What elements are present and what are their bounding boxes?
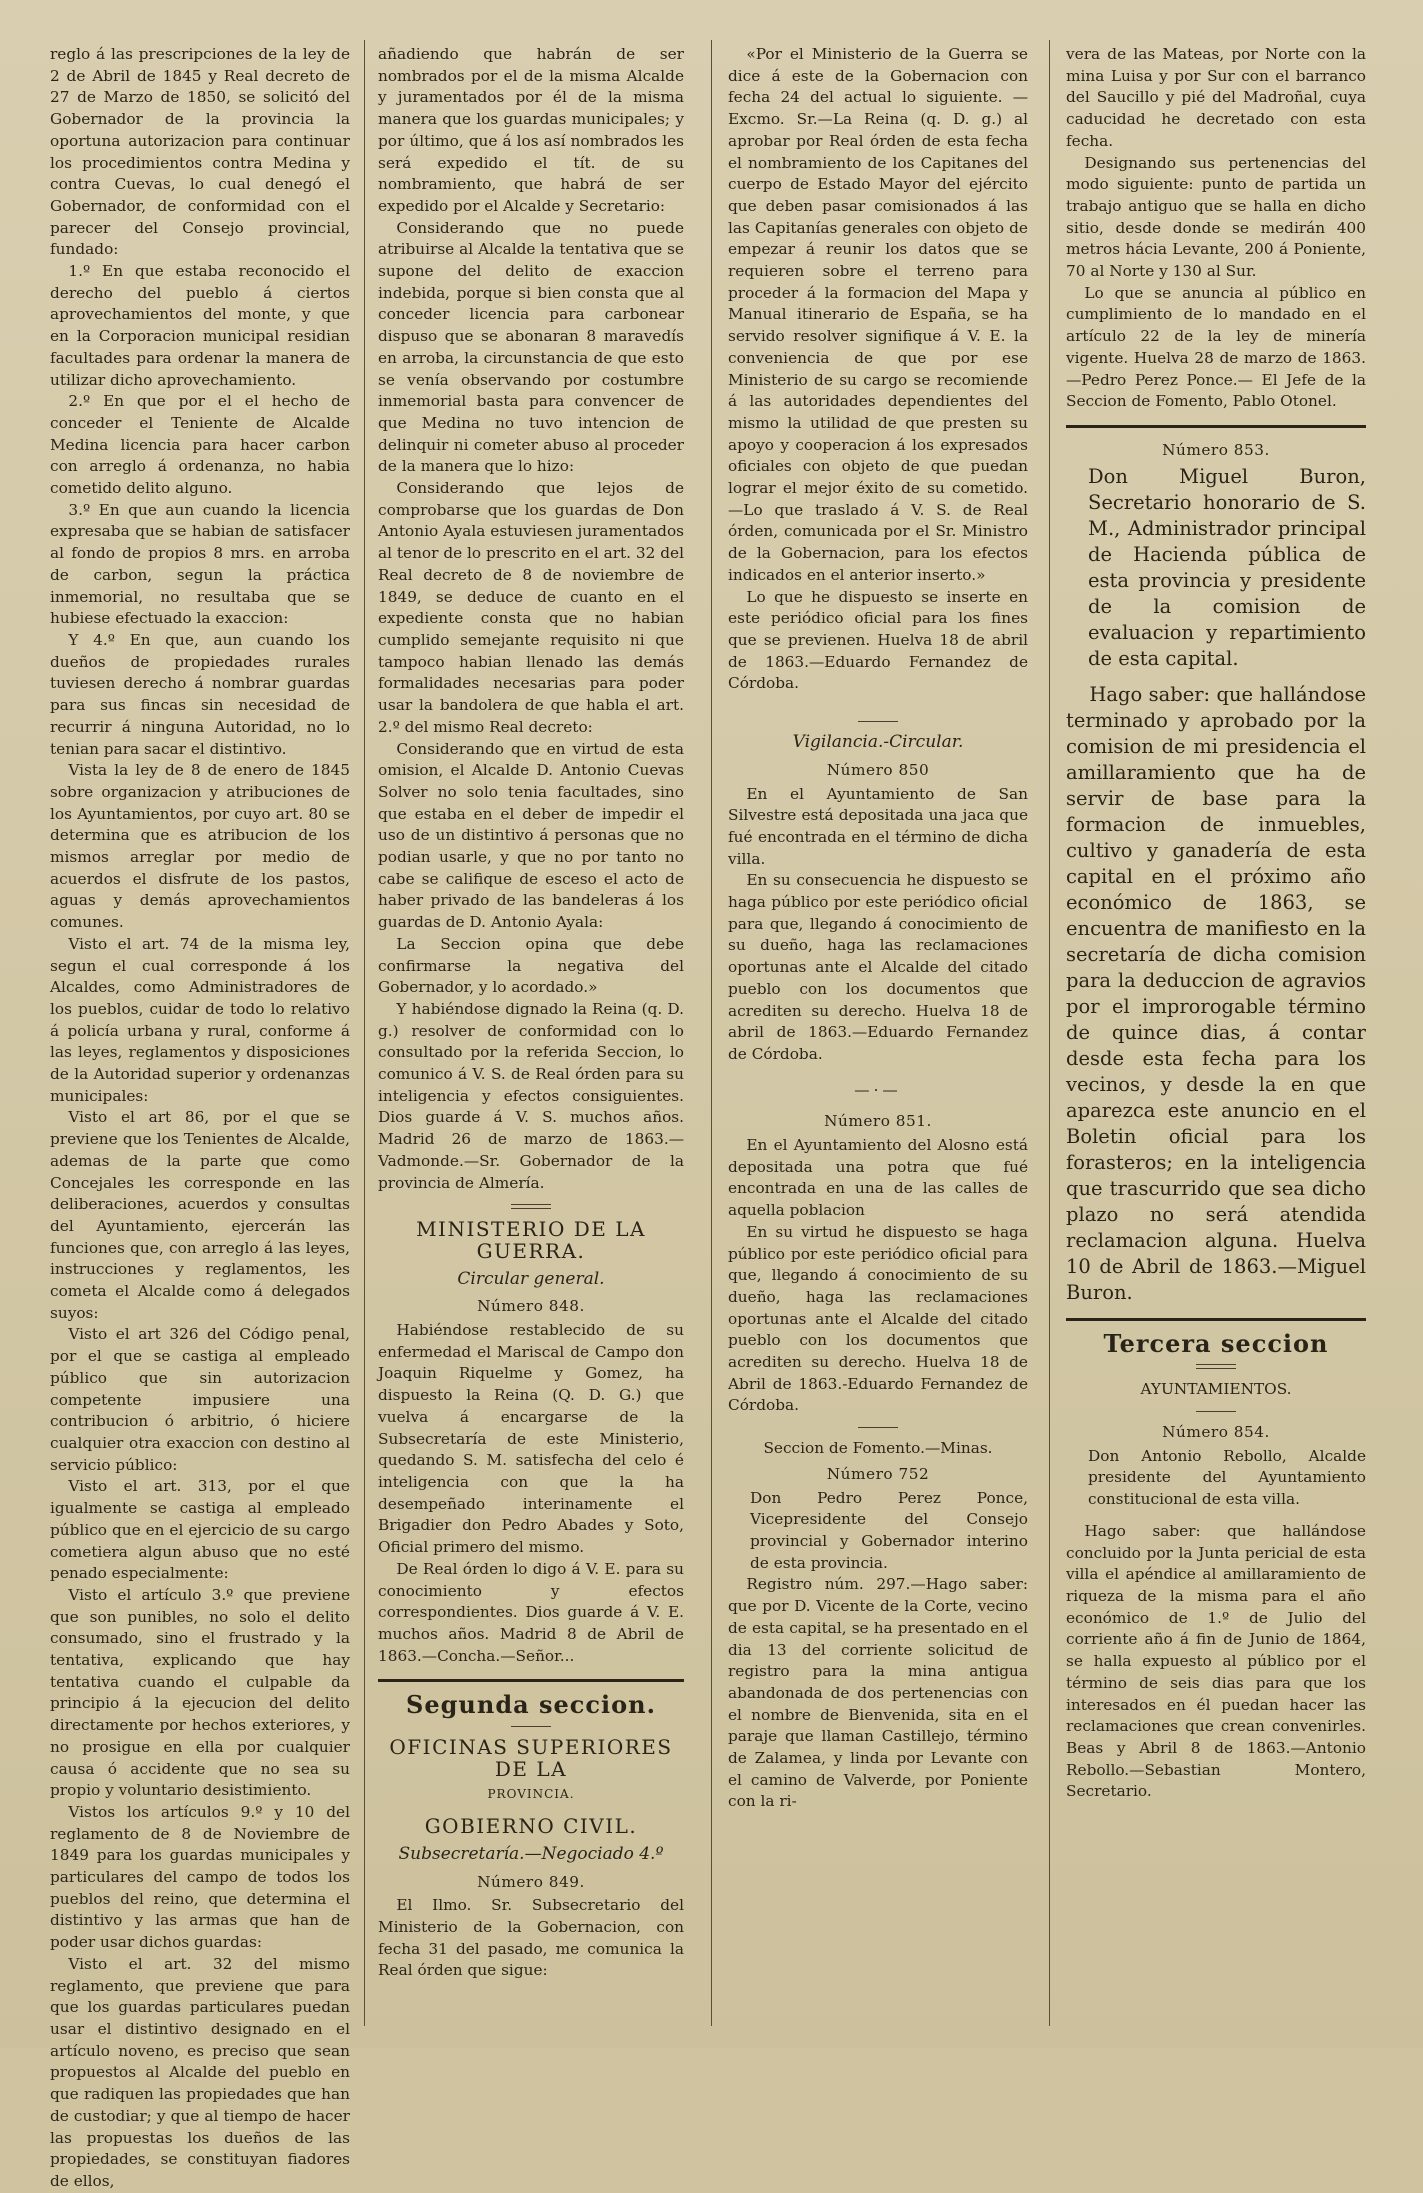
notice-number: Número 854. — [1162, 1423, 1270, 1442]
paragraph: reglo á las prescripciones de la ley de 2 de Abril de 1845 y Real decreto de 27 de Marzo de 1850, se solicitó del Gobernador de la provincia la oportuna autorizacion para continuar los procedimientos contra Medina y contra Cuevas, lo cual denegó el Gobernador, de conformidad con el parecer del Consejo provincial, fundado: — [50, 45, 350, 259]
paragraph: Considerando que lejos de comprobarse que los guardas de Don Antonio Ayala estuviesen juramentados al tenor de lo prescrito en el art. 32 del Real decreto de 8 de noviembre de 1849, se deduce de cuanto en el expediente consta que no habian cumplido semejante requisito ni que tampoco habian llenado las demás formalidades necesarias para poder usar la bandolera de que habla el art. 2.º del mismo Real decreto: — [378, 479, 684, 736]
paragraph: La Seccion opina que debe confirmarse la negativa del Gobernador, y lo acordado.» — [378, 934, 684, 997]
column-rule — [711, 40, 712, 2026]
paragraph: En su virtud he dispuesto se haga público por este periódico oficial para que, llegando á conocimiento de su dueño, haga las reclamaciones oportunas ante el Alcalde del citado pueblo con los documentos que acrediten su derecho. Huelva 18 de Abril de 1863.-Eduardo Fernandez de Córdoba. — [728, 1222, 1028, 1415]
paragraph: En el Ayuntamiento de San Silvestre está depositada una jaca que fué encontrada en el término de dicha villa. — [728, 784, 1028, 868]
paragraph: Visto el art. 74 de la misma ley, segun el cual corresponde á los Alcaldes, como Administradores de los pueblos, cuidar de todo lo relativo á policía urbana y rural, conforme á las leyes, reglamentos y disposiciones de la Autoridad superior y ordenanzas municipales: — [50, 934, 350, 1105]
subheading: Subsecretaría.—Negociado 4.º — [398, 1843, 664, 1864]
notice-number: Número 850 — [826, 760, 930, 779]
notice-number: Número 853. — [1162, 440, 1270, 459]
paragraph: Y habiéndose dignado la Reina (q. D. g.) resolver de conformidad con lo consultado por la referida Seccion, lo comunico á V. S. de Real órden para su inteligencia y efectos consiguientes. Dios guarde á V. S. muchos años. Madrid 26 de marzo de 1863.—Vadmonde.—Sr. Gobernador de la provincia de Almería. — [378, 999, 684, 1192]
paragraph: Hago saber: que hallándose concluido por la Junta pericial de esta villa el apéndice al amillaramiento de riqueza de la misma para el año económico de 1.º de Julio del corriente año á fin de Junio de 1864, se halla expuesto al público por el término de seis dias para que los interesados en él puedan hacer las reclamaciones que crean convenirles. Beas y Abril 8 de 1863.—Antonio Rebollo.—Sebastian Montero, Secretario. — [1066, 1521, 1366, 1801]
column-3 — [728, 44, 1028, 2022]
paragraph: «Por el Ministerio de la Guerra se dice á este de la Gobernacion con fecha 24 del actual lo siguiente. —Excmo. Sr.—La Reina (q. D. g.) al aprobar por Real órden de esta fecha el nombramiento de los Capitanes del cuerpo de Estado Mayor del ejército que deben pasar comisionados á las las Capitanías generales con objeto de empezar á reunir los datos que se requieren sobre el terreno para proceder á la formacion del Mapa y Manual itinerario de España, se ha servido resolver signifique á V. E. la conveniencia de que por ese Ministerio de su cargo se recomiende á las autoridades dependientes del mismo la utilidad de que presten su apoyo y cooperacion á los expresados oficiales con objeto de que puedan lograr el mejor éxito de su cometido.—Lo que traslado á V. S. de Real órden, comunicada por el Sr. Ministro de la Gobernacion, para los efectos indicados en el anterior inserto.» — [728, 45, 1028, 584]
paragraph: Designando sus pertenencias del modo siguiente: punto de partida un trabajo antiguo que se halla en dicho sitio, desde donde se medirán 400 metros hácia Levante, 200 á Poniente, 70 al Norte y 130 al Sur. — [1066, 153, 1366, 281]
paragraph: El Ilmo. Sr. Subsecretario del Ministerio de la Gobernacion, con fecha 31 del pasado, me comunica la Real órden que sigue: — [378, 1896, 684, 1980]
separator — [1066, 1318, 1366, 1321]
separator — [858, 1427, 898, 1428]
paragraph: Hago saber: que hallándose terminado y aprobado por la comision de mi presidencia el amillaramiento que ha de servir de base para la formacion de inmuebles, cultivo y ganadería de esta capital en el próximo año económico de 1863, se encuentra de manifiesto en la secretaría de dicha comision para la deduccion de agravios por el improrogable término de quince dias, á contar desde esta fecha para los vecinos, y desde la en que aparezca este anuncio en el Boletin oficial para los forasteros; en la inteligencia que trascurrido que sea dicho plazo no será atendida reclamacion alguna. Huelva 10 de Abril de 1863.—Miguel Buron. — [1066, 682, 1366, 1304]
column-4 — [1066, 44, 1366, 2022]
paragraph: 3.º En que aun cuando la licencia expresaba que se habian de satisfacer al fondo de propios 8 mrs. en arroba de carbon, segun la práctica inmemorial, no resultaba que se hubiese efectuado la exaccion: — [50, 500, 350, 628]
paragraph: añadiendo que habrán de ser nombrados por el de la misma Alcalde y juramentados por él de la misma manera que los guardas municipales; y por último, que á los así nombrados les será expedido el tít. de su nombramiento, que habrá de ser expedido por el Alcalde y Secretario: — [378, 45, 684, 215]
paragraph: Visto el art. 32 del mismo reglamento, que previene que para que los guardas particulares puedan usar el distintivo designado en el artículo noveno, es preciso que sean propuestos al Alcalde del pueblo en que radiquen las propiedades que han de custodiar; y que al tiempo de hacer las propuestas los dueños de las propiedades, se constituyan fiadores de ellos, — [50, 1954, 350, 2190]
notice-number: Número 848. — [477, 1297, 585, 1316]
paragraph: Visto el artículo 3.º que previene que son punibles, no solo el delito consumado, sino el frustrado y la tentativa, explicando que hay tentativa cuando el culpable da principio á la ejecucion del delito directamente por hechos exteriores, y no prosigue en ella por cualquier causa ó accidente que no sea su propio y voluntario desistimiento. — [50, 1585, 350, 1800]
subheading: AYUNTAMIENTOS. — [1140, 1380, 1292, 1399]
subheading: Vigilancia.-Circular. — [792, 732, 964, 753]
subheading: Circular general. — [457, 1268, 605, 1289]
section-heading: Tercera seccion — [1103, 1328, 1329, 1358]
paragraph: Y 4.º En que, aun cuando los dueños de propiedades rurales tuviesen derecho á nombrar guardas para sus fincas sin necesidad de recurrir á ninguna Autoridad, no lo tenian para sacar el distintivo. — [50, 630, 350, 758]
separator — [511, 1204, 551, 1209]
section-heading: OFICINAS SUPERIORES DE LA — [389, 1735, 673, 1781]
subheading: Seccion de Fomento.—Minas. — [763, 1439, 993, 1458]
paragraph: Vista la ley de 8 de enero de 1845 sobre organizacion y atribuciones de los Ayuntamientos, por cuyo art. 80 se determina que es atribucion de los mismos arreglar por medio de acuerdos el disfrute de los pastos, aguas y demás aprovechamientos comunes. — [50, 761, 350, 932]
column-rule — [1049, 40, 1050, 2026]
paragraph: Registro núm. 297.—Hago saber: que por D. Vicente de la Corte, vecino de esta capital, se ha presentado en el dia 13 del corriente solicitud de registro para la mina antigua abandonada de dos pertenencias con el nombre de Bienvenida, sita en el paraje que llaman Castillejo, término de Zalamea, y linda por Levante con el camino de Valverde, por Poniente con la ri- — [728, 1575, 1028, 1811]
paragraph: Don Antonio Rebollo, Alcalde presidente del Ayuntamiento constitucional de esta villa. — [1088, 1446, 1366, 1509]
paragraph: En el Ayuntamiento del Alosno está depositada una potra que fué encontrada en una de las calles de aquella poblacion — [728, 1136, 1028, 1220]
separator: —·— — [854, 1080, 902, 1099]
notice-number: Número 851. — [824, 1112, 932, 1131]
paragraph: Considerando que en virtud de esta omision, el Alcalde D. Antonio Cuevas Solver no solo tenia facultades, sino que estaba en el deber de impedir el uso de un distintivo á personas que no podian usarle, y que no por tanto no cabe se califique de esceso el acto de haber privado de las bandeleras á los guardas de D. Antonio Ayala: — [378, 739, 684, 932]
paragraph: Considerando que no puede atribuirse al Alcalde la tentativa que se supone del delito de exaccion indebida, porque si bien consta que al conceder licencia para carbonear dispuso que se abonaran 8 maravedís en arroba, la circunstancia de que esto se venía observando por costumbre inmemorial basta para convencer de que Medina no tuvo intencion de delinquir ni cometer abuso al proceder de la manera que lo hizo: — [378, 218, 684, 476]
paragraph: Visto el art. 313, por el que igualmente se castiga al empleado público que en el ejercicio de su cargo cometiera algun abuso que no esté penado especialmente: — [50, 1477, 350, 1583]
notice-number: Número 849. — [477, 1872, 585, 1891]
separator — [1196, 1411, 1236, 1412]
paragraph: Vistos los artículos 9.º y 10 del reglamento de 8 de Noviembre de 1849 para los guardas municipales y particulares del campo de todos los pueblos del reino, que determina el distintivo y las armas que han de poder usar dichos guardas: — [50, 1802, 350, 1952]
section-heading: Segunda seccion. — [406, 1690, 656, 1720]
notice-number: Número 752 — [826, 1464, 930, 1483]
paragraph: En su consecuencia he dispuesto se haga público por este periódico oficial para que, llegando á conocimiento de su dueño, haga las reclamaciones oportunas ante el Alcalde del citado pueblo con los documentos que acrediten su derecho. Huelva 18 de abril de 1863.—Eduardo Fernandez de Córdoba. — [728, 871, 1028, 1063]
column-rule — [364, 40, 365, 2026]
section-heading-ministry: MINISTERIO DE LA GUERRA. — [416, 1217, 646, 1263]
paragraph: Visto el art 86, por el que se previene que los Tenientes de Alcalde, ademas de la parte que como Concejales les corresponde en las deliberaciones, acuerdos y consultas del Ayuntamiento, ejercerán las funciones que, con arreglo á las leyes, instrucciones y reglamentos, les cometa el Alcalde como á delegados suyos: — [50, 1108, 350, 1322]
paragraph: Visto el art 326 del Código penal, por el que se castiga al empleado público que sin autorizacion competente impusiere una contribucion ó arbitrio, ó hiciere cualquier otra exaccion con destino al servicio público: — [50, 1325, 350, 1474]
paragraph: Habiéndose restablecido de su enfermedad el Mariscal de Campo don Joaquin Riquelme y Gomez, ha dispuesto la Reina (Q. D. G.) que vuelva á encargarse de la Subsecretaría de este Ministerio, quedando S. M. satisfecha del celo é inteligencia con que la ha desempeñado interinamente el Brigadier don Pedro Abades y Soto, Oficial primero del mismo. — [378, 1321, 684, 1557]
column-1 — [50, 44, 350, 2190]
paragraph: Don Miguel Buron, Secretario honorario de S. M., Administrador principal de Hacienda pública de esta provincia y presidente de la comision de evaluacion y repartimiento de esta capital. — [1088, 464, 1366, 670]
paragraph: Lo que he dispuesto se inserte en este periódico oficial para los fines que se previenen. Huelva 18 de abril de 1863.—Eduardo Fernandez de Córdoba. — [728, 587, 1028, 693]
paragraph: Don Pedro Perez Ponce, Vicepresidente del Consejo provincial y Gobernador interino de esta provincia. — [750, 1488, 1028, 1572]
paragraph: vera de las Mateas, por Norte con la mina Luisa y por Sur con el barranco del Saucillo y pié del Madroñal, cuya caducidad he decretado con esta fecha. — [1066, 45, 1366, 150]
paragraph: 1.º En que estaba reconocido el derecho del pueblo á ciertos aprovechamientos del monte, y que en la Corporacion municipal residian facultades para ordenar la manera de utilizar dicho aprovechamiento. — [50, 262, 350, 389]
paragraph: Lo que se anuncia al público en cumplimiento de lo mandado en el artículo 22 de la ley de minería vigente. Huelva 28 de marzo de 1863.—Pedro Perez Ponce.— El Jefe de la Seccion de Fomento, Pablo Otonel. — [1066, 283, 1366, 411]
section-heading: GOBIERNO CIVIL. — [424, 1814, 638, 1839]
section-heading-small: PROVINCIA. — [487, 1787, 575, 1802]
separator — [378, 1679, 684, 1682]
separator — [1066, 425, 1366, 428]
column-2 — [378, 44, 684, 2022]
paragraph: De Real órden lo digo á V. E. para su conocimiento y efectos correspondientes. Dios guarde á V. E. muchos años. Madrid 8 de Abril de 1863.—Concha.—Señor... — [378, 1559, 684, 1665]
separator — [858, 721, 898, 722]
separator — [1196, 1364, 1236, 1369]
separator — [511, 1726, 551, 1727]
paragraph: 2.º En que por el el hecho de conceder el Teniente de Alcalde Medina licencia para hacer carbon con arreglo á ordenanza, no habia cometido delito alguno. — [50, 392, 350, 498]
